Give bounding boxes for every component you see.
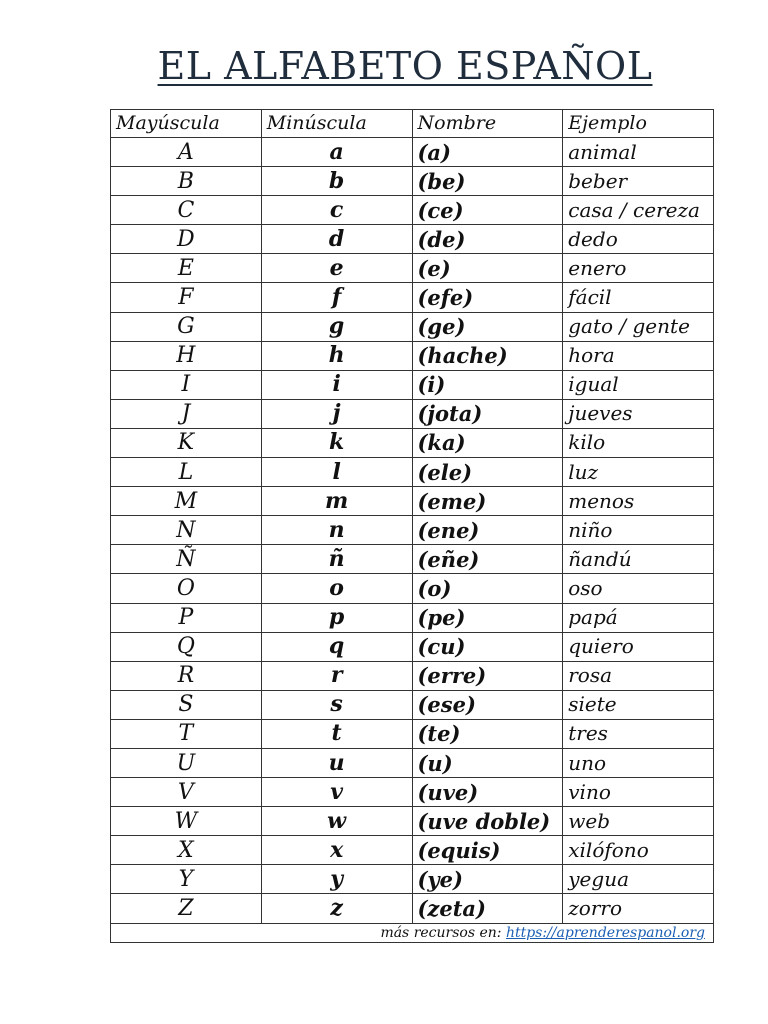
cell-name: (pe)	[412, 603, 563, 632]
cell-name: (o)	[412, 574, 563, 603]
cell-lowercase: p	[261, 603, 412, 632]
cell-name: (zeta)	[412, 894, 563, 923]
cell-name: (ele)	[412, 458, 563, 487]
cell-uppercase: X	[111, 836, 262, 865]
cell-uppercase: Q	[111, 632, 262, 661]
cell-example: fácil	[563, 283, 714, 312]
cell-lowercase: z	[261, 894, 412, 923]
header-nombre: Nombre	[412, 110, 563, 138]
table-row	[111, 167, 714, 196]
cell-example: xilófono	[563, 836, 714, 865]
cell-example: kilo	[563, 428, 714, 457]
cell-uppercase: H	[111, 341, 262, 370]
cell-uppercase: F	[111, 283, 262, 312]
cell-name: (ese)	[412, 690, 563, 719]
cell-example: vino	[563, 778, 714, 807]
cell-lowercase: a	[261, 138, 412, 167]
cell-example: dedo	[563, 225, 714, 254]
cell-uppercase: Y	[111, 865, 262, 894]
cell-uppercase: J	[111, 399, 262, 428]
cell-example: gato / gente	[563, 312, 714, 341]
cell-name: (a)	[412, 138, 563, 167]
cell-name: (te)	[412, 719, 563, 748]
cell-example: animal	[563, 138, 714, 167]
cell-lowercase: q	[261, 632, 412, 661]
cell-uppercase: O	[111, 574, 262, 603]
cell-uppercase: G	[111, 312, 262, 341]
footer-row	[111, 923, 714, 942]
table-row	[111, 748, 714, 777]
table-row	[111, 603, 714, 632]
cell-uppercase: W	[111, 807, 262, 836]
cell-name: (erre)	[412, 661, 563, 690]
cell-name: (ce)	[412, 196, 563, 225]
cell-lowercase: m	[261, 487, 412, 516]
cell-uppercase: P	[111, 603, 262, 632]
cell-name: (jota)	[412, 399, 563, 428]
cell-uppercase: R	[111, 661, 262, 690]
cell-lowercase: i	[261, 370, 412, 399]
table-row	[111, 254, 714, 283]
cell-example: siete	[563, 690, 714, 719]
cell-lowercase: g	[261, 312, 412, 341]
cell-uppercase: U	[111, 748, 262, 777]
table-row	[111, 632, 714, 661]
cell-uppercase: V	[111, 778, 262, 807]
cell-example: quiero	[563, 632, 714, 661]
header-mayuscula: Mayúscula	[111, 110, 262, 138]
table-row	[111, 719, 714, 748]
cell-lowercase: u	[261, 748, 412, 777]
cell-lowercase: r	[261, 661, 412, 690]
cell-name: (ka)	[412, 428, 563, 457]
cell-uppercase: N	[111, 516, 262, 545]
table-row	[111, 545, 714, 574]
table-row	[111, 196, 714, 225]
cell-name: (equis)	[412, 836, 563, 865]
cell-lowercase: b	[261, 167, 412, 196]
cell-name: (de)	[412, 225, 563, 254]
cell-lowercase: j	[261, 399, 412, 428]
cell-uppercase: L	[111, 458, 262, 487]
cell-example: niño	[563, 516, 714, 545]
table-row	[111, 487, 714, 516]
cell-example: luz	[563, 458, 714, 487]
cell-name: (efe)	[412, 283, 563, 312]
table-header-row	[111, 110, 714, 138]
alphabet-table	[110, 109, 714, 943]
cell-uppercase: E	[111, 254, 262, 283]
cell-lowercase: t	[261, 719, 412, 748]
cell-lowercase: f	[261, 283, 412, 312]
cell-name: (ge)	[412, 312, 563, 341]
cell-uppercase: K	[111, 428, 262, 457]
cell-lowercase: d	[261, 225, 412, 254]
cell-lowercase: y	[261, 865, 412, 894]
cell-name: (ye)	[412, 865, 563, 894]
cell-example: uno	[563, 748, 714, 777]
footer-prefix: más recursos en:	[380, 924, 506, 941]
cell-uppercase: T	[111, 719, 262, 748]
cell-uppercase: M	[111, 487, 262, 516]
table-row	[111, 341, 714, 370]
table-row	[111, 574, 714, 603]
table-row	[111, 865, 714, 894]
table-row	[111, 836, 714, 865]
footer-cell	[111, 923, 714, 942]
cell-example: web	[563, 807, 714, 836]
table-row	[111, 138, 714, 167]
cell-uppercase: Z	[111, 894, 262, 923]
table-row	[111, 661, 714, 690]
cell-name: (e)	[412, 254, 563, 283]
cell-name: (eñe)	[412, 545, 563, 574]
cell-example: jueves	[563, 399, 714, 428]
table-row	[111, 399, 714, 428]
cell-lowercase: x	[261, 836, 412, 865]
cell-name: (uve)	[412, 778, 563, 807]
cell-lowercase: k	[261, 428, 412, 457]
cell-name: (u)	[412, 748, 563, 777]
cell-lowercase: w	[261, 807, 412, 836]
cell-lowercase: l	[261, 458, 412, 487]
cell-example: hora	[563, 341, 714, 370]
cell-uppercase: D	[111, 225, 262, 254]
cell-example: beber	[563, 167, 714, 196]
table-row	[111, 370, 714, 399]
table-row	[111, 428, 714, 457]
cell-name: (uve doble)	[412, 807, 563, 836]
cell-example: ñandú	[563, 545, 714, 574]
table-row	[111, 458, 714, 487]
cell-name: (cu)	[412, 632, 563, 661]
table-row	[111, 807, 714, 836]
cell-uppercase: I	[111, 370, 262, 399]
table-row	[111, 283, 714, 312]
cell-lowercase: s	[261, 690, 412, 719]
cell-example: tres	[563, 719, 714, 748]
cell-name: (be)	[412, 167, 563, 196]
cell-lowercase: ñ	[261, 545, 412, 574]
table-row	[111, 778, 714, 807]
table-row	[111, 516, 714, 545]
resources-link[interactable]: https://aprenderespanol.org	[505, 924, 705, 941]
cell-lowercase: h	[261, 341, 412, 370]
table-row	[111, 894, 714, 923]
cell-example: oso	[563, 574, 714, 603]
cell-lowercase: c	[261, 196, 412, 225]
cell-uppercase: Ñ	[111, 545, 262, 574]
header-ejemplo: Ejemplo	[563, 110, 714, 138]
cell-lowercase: n	[261, 516, 412, 545]
cell-name: (hache)	[412, 341, 563, 370]
cell-lowercase: v	[261, 778, 412, 807]
table-row	[111, 225, 714, 254]
cell-example: igual	[563, 370, 714, 399]
cell-example: yegua	[563, 865, 714, 894]
cell-uppercase: A	[111, 138, 262, 167]
header-minuscula: Minúscula	[261, 110, 412, 138]
cell-example: casa / cereza	[563, 196, 714, 225]
table-row	[111, 690, 714, 719]
cell-lowercase: e	[261, 254, 412, 283]
cell-uppercase: C	[111, 196, 262, 225]
cell-name: (eme)	[412, 487, 563, 516]
table-row	[111, 312, 714, 341]
cell-example: enero	[563, 254, 714, 283]
cell-example: rosa	[563, 661, 714, 690]
cell-uppercase: B	[111, 167, 262, 196]
cell-name: (i)	[412, 370, 563, 399]
cell-example: zorro	[563, 894, 714, 923]
cell-example: papá	[563, 603, 714, 632]
cell-example: menos	[563, 487, 714, 516]
cell-uppercase: S	[111, 690, 262, 719]
page-title: EL ALFABETO ESPAÑOL	[157, 44, 653, 88]
cell-name: (ene)	[412, 516, 563, 545]
cell-lowercase: o	[261, 574, 412, 603]
